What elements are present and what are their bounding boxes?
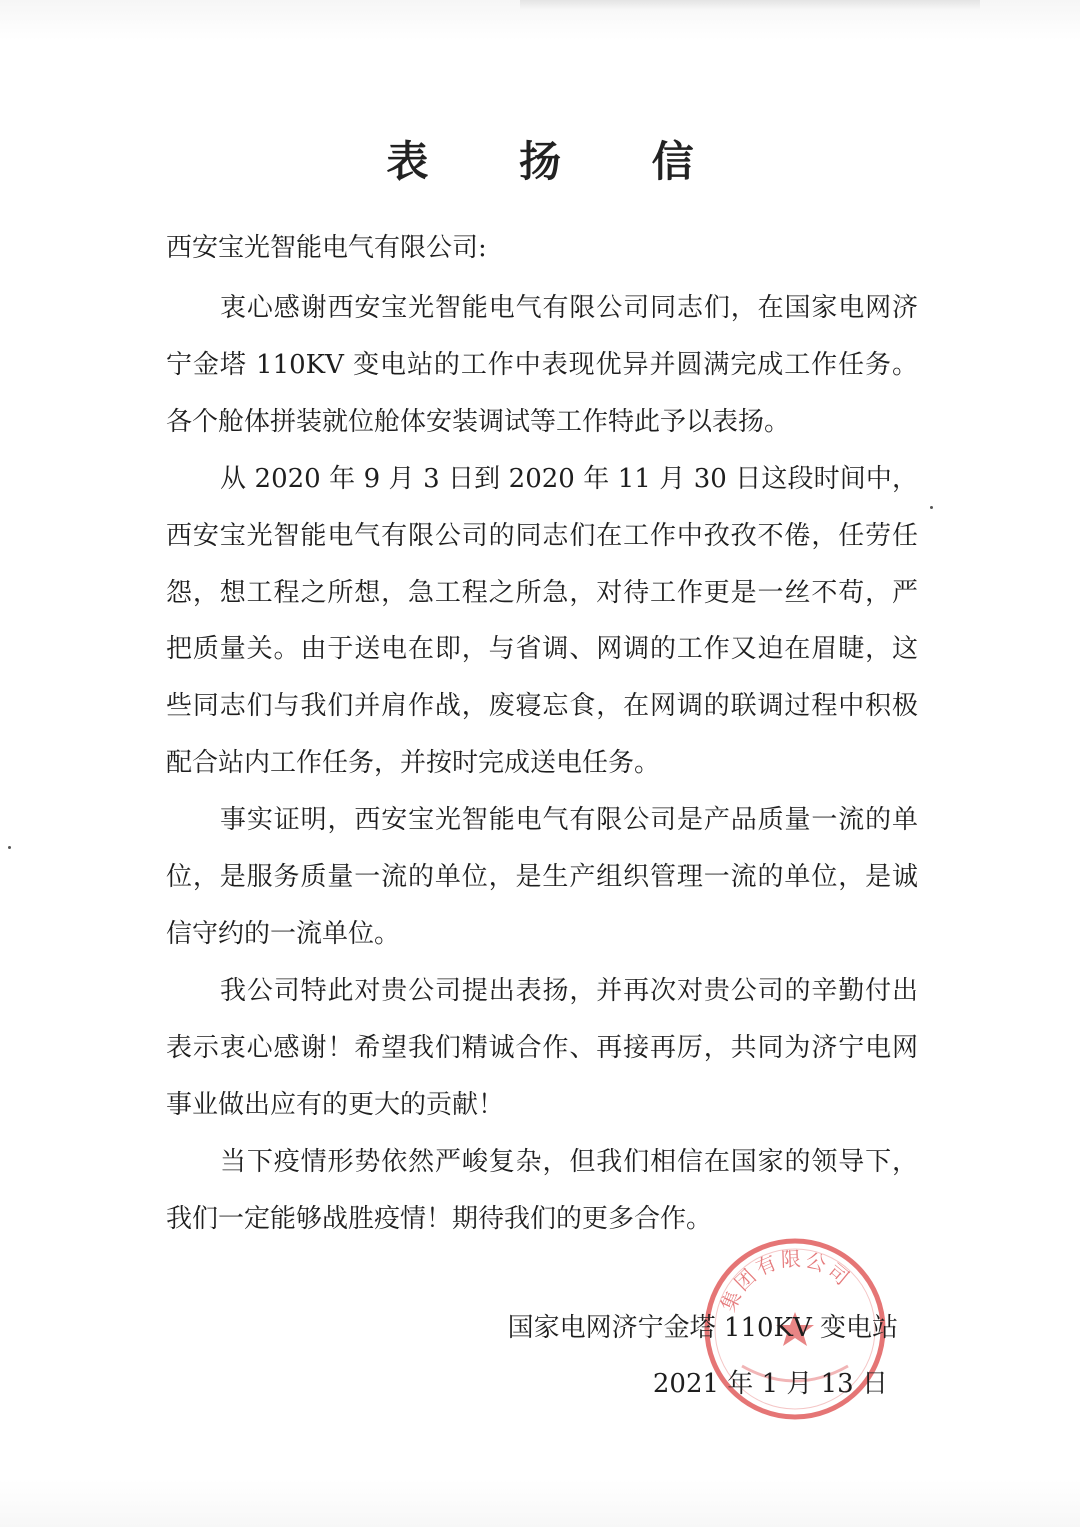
paragraph-closing: 当下疫情形势依然严峻复杂，但我们相信在国家的领导下，我们一定能够战胜疫情！期待我们的更多合作。 [166,1146,918,1234]
scan-speck [8,846,11,849]
paragraph-gratitude: 衷心感谢西安宝光智能电气有限公司同志们，在国家电网济宁金塔 110KV 变电站的工作中表现优异并圆满完成工作任务。各个舱体拼装就位舱体安装调试等工作特此予以表扬。 [166,293,918,437]
signing-organization: 国家电网济宁金塔 110KV 变电站 [507,1313,898,1343]
paragraph-praise: 我公司特此对贵公司提出表扬，并再次对贵公司的辛勤付出表示衷心感谢！希望我们精诚合作、再接再厉，共同为济宁电网事业做出应有的更大的贡献！ [166,975,918,1120]
letter-title: 表 扬 信 [386,137,732,186]
scan-speck [930,506,933,509]
signing-date: 2021 年 1 月 13 日 [652,1369,888,1399]
letter-body [166,280,918,1247]
paragraph-work-period: 从 2020 年 9 月 3 日到 2020 年 11 月 30 日这段时间中，西安宝光智能电气有限公司的同志们在工作中孜孜不倦，任劳任怨，想工程之所想，急工程之所急，对待工作更是一丝不苟，严把质量关。由于送电在即，与省调、网调的工作又迫在眉睫，这些同志们与我们并肩作战，废寝忘食，在网调的联调过程中积极配合站内工作任务，并按时完成送电任务。 [166,463,918,779]
letter-salutation: 西安宝光智能电气有限公司: [166,233,487,263]
letter-signature [508,1300,898,1412]
seal-text: 集团有限公司 [715,1246,857,1316]
scan-edge-shadow [520,0,980,10]
paragraph-facts: 事实证明，西安宝光智能电气有限公司是产品质量一流的单位，是服务质量一流的单位，是生产组织管理一流的单位，是诚信守约的一流单位。 [166,805,918,949]
